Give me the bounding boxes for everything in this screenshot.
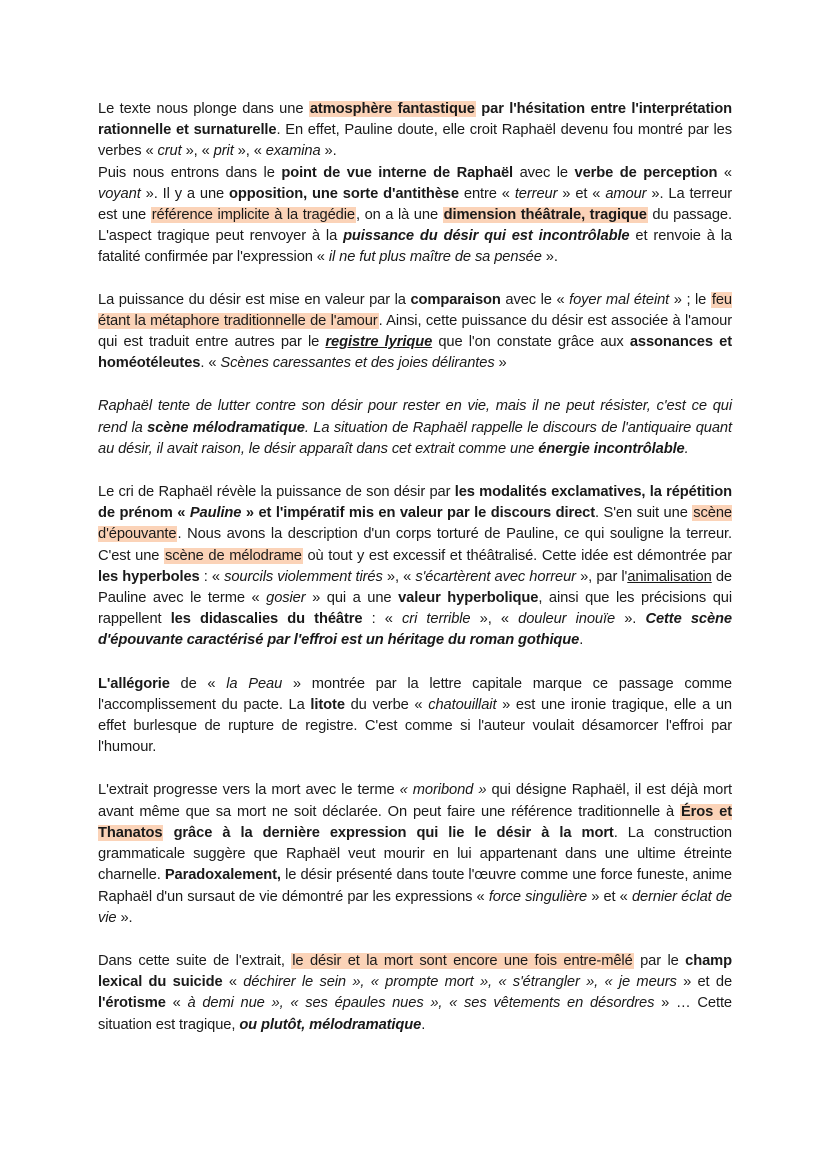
bold-run: les didascalies du théâtre xyxy=(170,611,363,628)
text-run: La puissance du désir est mise en valeur par la xyxy=(98,291,411,308)
bold-run: Paradoxalement, xyxy=(164,867,281,884)
paragraph-suite xyxy=(98,951,732,1036)
italic-quote: force singulière xyxy=(488,888,588,905)
bold-run: opposition, une sorte d'antithèse xyxy=(229,185,459,202)
italic-quote: Scènes caressantes et des joies délirantes xyxy=(220,355,495,372)
text-run: ». xyxy=(615,611,646,628)
text-run: ». xyxy=(320,143,337,160)
text-run: par le xyxy=(633,952,686,969)
italic-quote: crut xyxy=(157,143,182,160)
text-run: avec le xyxy=(513,164,575,181)
bold-run: verbe de perception xyxy=(574,164,718,181)
italic-quote: gosier xyxy=(266,590,306,607)
text-run: . xyxy=(421,1016,426,1033)
text-run: , on a là une xyxy=(355,207,443,224)
text-run: que l'on constate grâce aux xyxy=(432,334,630,351)
italic-quote: la Peau xyxy=(226,675,283,692)
bold-run: valeur hyperbolique xyxy=(398,590,539,607)
text-run: ». xyxy=(116,909,133,926)
text-run: de Pauline avec le terme « xyxy=(98,568,732,607)
paragraph-cri xyxy=(98,482,732,652)
italic-quote: examina xyxy=(265,143,321,160)
text-run: » qui a une xyxy=(305,590,399,607)
highlight-scene-melodrame: scène de mélodrame xyxy=(165,547,302,564)
text-run: de « xyxy=(169,675,227,692)
bold-run: assonances et homéotéleutes xyxy=(98,334,732,372)
text-run: où tout y est excessif et théâtralisé. Cette idée est démontrée par xyxy=(302,547,732,564)
text-run: . « xyxy=(200,355,221,372)
italic-quote: sourcils violemment tirés xyxy=(224,568,383,585)
bold-run: les modalités exclamatives, la répétition de prénom « xyxy=(98,484,732,522)
text-run: . Ainsi, cette puissance du désir est associée à l'amour qui est traduit entre autres par le xyxy=(98,312,732,351)
underlined-animalisation: animalisation xyxy=(627,568,712,585)
text-run: « xyxy=(165,995,188,1012)
text-run: » ; le xyxy=(669,291,711,308)
bold-run: » et l'impératif mis en valeur par le discours direct xyxy=(241,505,596,522)
text-run: », « xyxy=(470,611,519,628)
bold-run: par l'hésitation entre l'interprétation rationnelle et surnaturelle xyxy=(98,101,733,139)
italic-quote: prit xyxy=(213,143,234,160)
italic-quote: déchirer le sein », « prompte mort », « s'étrangler », « je meurs xyxy=(243,974,677,991)
bold-run: grâce à la dernière expression qui lie le désir à la mort xyxy=(163,824,614,841)
text-run: » est une ironie tragique, elle a un effet burlesque de rupture de registre. C'est comme si l'auteur voulait désamorcer l'effroi par l'humour. xyxy=(98,696,732,756)
text-run: entre « xyxy=(458,185,515,202)
bold-italic-run: ou plutôt, mélodramatique xyxy=(239,1016,422,1033)
text-run: Dans cette suite de l'extrait, xyxy=(98,952,292,969)
text-run: . Nous avons la description d'un corps torturé de Pauline, ce qui souligne la terreur. C'est une xyxy=(98,526,732,564)
text-run: . xyxy=(579,632,584,649)
bold-run: L'allégorie xyxy=(98,675,170,692)
italic-quote: dernier éclat de vie xyxy=(98,888,732,926)
text-run: Puis nous entrons dans le xyxy=(98,164,282,181)
text-run: » et « xyxy=(587,888,632,905)
text-run: ». La terreur est une xyxy=(98,185,733,224)
bold-italic-run: Pauline xyxy=(189,505,242,522)
bold-italic-run: scène mélodramatique xyxy=(147,419,305,436)
text-run: ». Il y a une xyxy=(140,185,230,202)
italic-quote: il ne fut plus maître de sa pensée xyxy=(328,249,542,266)
highlight-desir-mort: le désir et la mort sont encore une fois entre-mêlé xyxy=(292,952,633,969)
text-run: : « xyxy=(199,568,225,585)
bold-run: comparaison xyxy=(410,291,501,308)
highlight-atmosphere-fantastique: atmosphère fantastique xyxy=(309,101,475,117)
paragraph-mort xyxy=(98,780,732,928)
text-run: », « xyxy=(181,143,214,160)
bold-italic-run: puissance du désir qui est incontrôlable xyxy=(343,228,630,245)
italic-quote: à demi nue », « ses épaules nues », « ses vêtements en désordres xyxy=(187,995,655,1012)
italic-quote: douleur inouïe xyxy=(518,611,616,628)
text-run: Le texte nous plonge dans une xyxy=(98,101,309,117)
text-run: » et « xyxy=(557,185,606,202)
text-run: », « xyxy=(382,568,416,585)
bold-italic-run: Cette scène d'épouvante caractérisé par l'effroi est un héritage du roman gothique xyxy=(98,611,732,649)
text-run: qui désigne Raphaël, il est déjà mort avant même que sa mort ne soit déclarée. On peut faire une référence traditionnelle à xyxy=(98,782,733,820)
paragraph-puissance-desir xyxy=(98,290,732,375)
paragraph-allegorie xyxy=(98,674,732,759)
italic-quote: amour xyxy=(605,185,647,202)
italic-quote: foyer mal éteint xyxy=(569,291,670,308)
text-run: « xyxy=(717,164,732,181)
text-run: du verbe « xyxy=(344,696,429,713)
text-run: » … Cette situation est tragique, xyxy=(98,995,732,1033)
text-run: Le cri de Raphaël révèle la puissance de son désir par xyxy=(98,484,455,501)
text-run: », « xyxy=(233,143,266,160)
italic-run: . xyxy=(684,440,689,457)
italic-quote: cri terrible xyxy=(402,611,471,628)
italic-quote: terreur xyxy=(514,185,558,202)
text-run: » et de xyxy=(676,974,733,991)
text-run: : « xyxy=(362,611,403,628)
italic-quote: « moribond » xyxy=(399,782,487,799)
bold-italic-run: énergie incontrôlable xyxy=(538,440,685,457)
bold-run: les hyperboles xyxy=(98,568,200,585)
bold-run: l'érotisme xyxy=(98,995,166,1012)
italic-run: . La situation de Raphaël rappelle le discours de l'antiquaire quant au désir, il avait raison, le désir apparaît dans cet extrait comme une xyxy=(98,419,732,457)
bold-run: point de vue interne de Raphaël xyxy=(281,164,514,181)
text-run: L'extrait progresse vers la mort avec le terme xyxy=(98,782,400,799)
highlight-metaphore-amour: feu étant la métaphore traditionnelle de l'amour xyxy=(98,291,732,329)
text-run: ». xyxy=(541,249,558,266)
text-run: . S'en suit une xyxy=(595,505,693,522)
text-run: « xyxy=(222,974,244,991)
text-run: » montrée par la lettre capitale marque ce passage comme l'accomplissement du pacte. La xyxy=(98,675,732,713)
italic-quote: s'écartèrent avec horreur xyxy=(415,568,576,585)
text-run: le désir présenté dans toute l'œuvre comme une force funeste, anime Raphaël d'un sursaut de vie démontré par les expressions « xyxy=(98,867,732,905)
text-run: » xyxy=(494,355,507,372)
highlight-eros-thanatos: Éros et Thanatos xyxy=(98,803,733,841)
highlight-dimension-theatrale: dimension théâtrale, tragique xyxy=(443,207,647,224)
italic-run: Raphaël tente de lutter contre son désir pour rester en vie, mais il ne peut résister, c'est ce qui rend la xyxy=(98,398,732,436)
highlight-scene-epouvante: scène d'épouvante xyxy=(98,505,732,543)
text-run: avec le « xyxy=(500,291,570,308)
italic-quote: voyant xyxy=(98,185,141,202)
paragraph-lutte xyxy=(98,396,732,460)
text-run: . En effet, Pauline doute, elle croit Raphaël devenu fou montré par les verbes « xyxy=(98,122,732,160)
text-run: et renvoie à la fatalité confirmée par l'expression « xyxy=(98,228,733,266)
text-run: , ainsi que les précisions qui rappellent xyxy=(98,590,732,628)
underlined-registre-lyrique: registre lyrique xyxy=(325,334,433,351)
bold-run: champ lexical du suicide xyxy=(98,952,732,991)
bold-run: litote xyxy=(310,696,345,713)
italic-quote: chatouillait xyxy=(428,696,497,713)
highlight-reference-tragedie: référence implicite à la tragédie xyxy=(151,207,355,224)
text-run: du passage. L'aspect tragique peut renvoyer à la xyxy=(98,207,732,245)
text-run: », par l' xyxy=(575,568,628,585)
text-run: . La construction grammaticale suggère que Raphaël veut mourir en lui appartenant dans une ultime étreinte charnelle. xyxy=(98,824,732,884)
paragraph-fantastique xyxy=(98,99,732,269)
